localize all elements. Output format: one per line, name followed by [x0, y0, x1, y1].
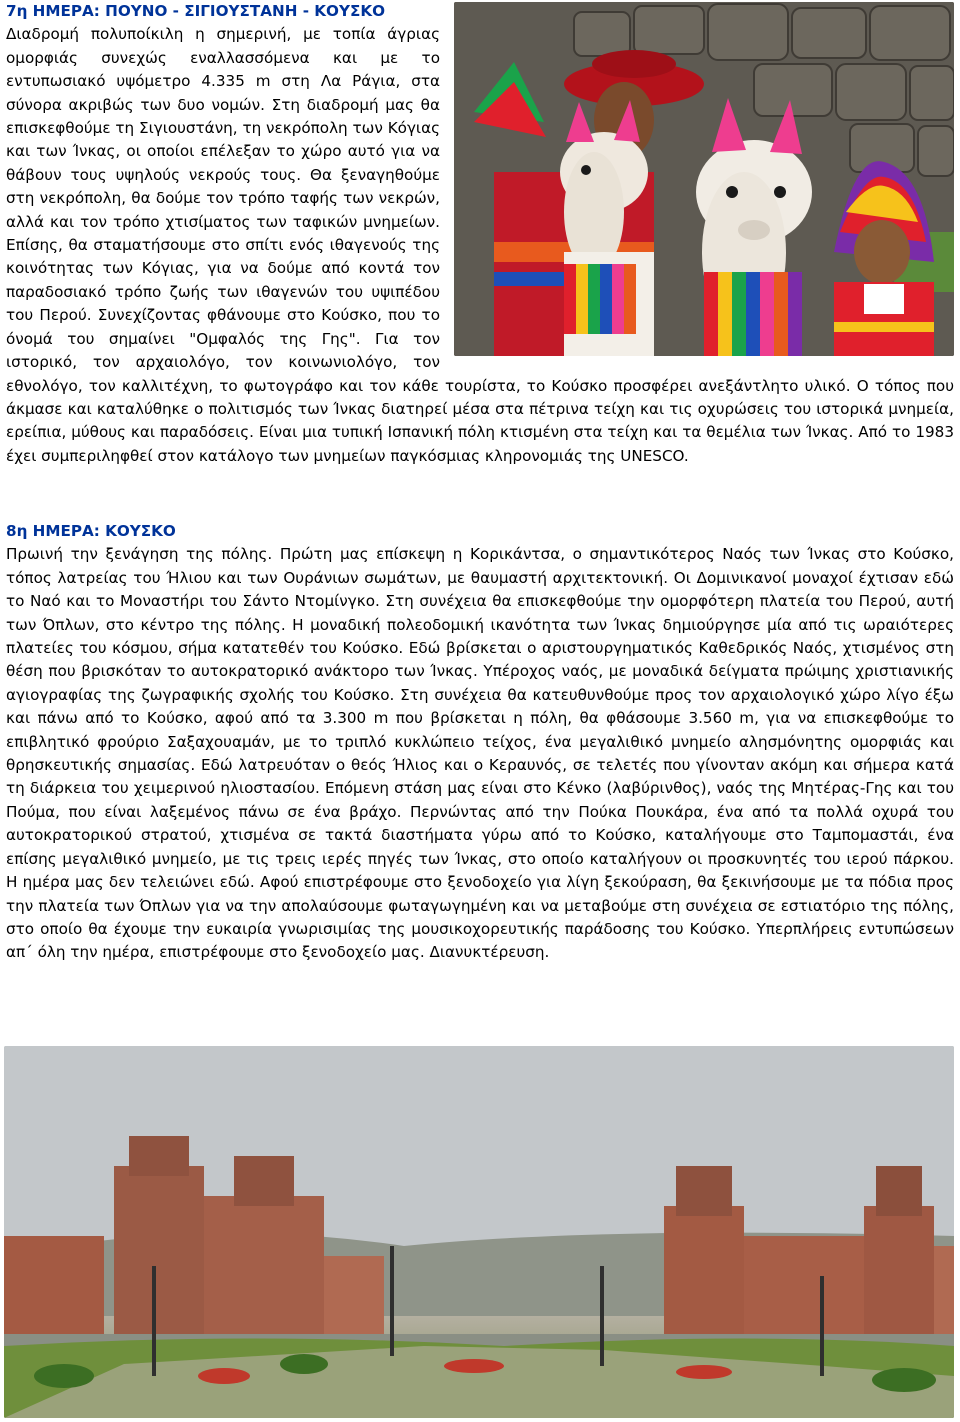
day8-section	[6, 520, 954, 965]
day7-section	[6, 0, 954, 468]
llamas-illustration	[454, 2, 954, 356]
llamas-photo	[454, 2, 954, 356]
day7-title: 7η ΗΜΕΡΑ: ΠΟΥΝΟ - ΣΙΓΙΟΥΣΤΑΝΗ - ΚΟΥΣΚΟ	[6, 2, 386, 20]
day7-text: Διαδρομή πολυποίκιλη η σημερινή, με τοπία άγριας ομορφιάς συνεχώς εναλλασσόμενα και με το εντυπωσιακό υψόμετρο 4.335 m στη Λα Ράγια, στα σύνορα ακριβώς των δυο νομών. Στη διαδρομή μας θα επισκεφθούμε τη Σιγιουστάνη, τη νεκρόπολη των Κόγιας και των Ίνκας, οι οποίοι επέλεξαν το χώρο αυτό για να θάβουν τους υψηλούς νεκρούς τους. Θα ξεναγηθούμε στη νεκρόπολη, θα δούμε τον τρόπο ταφής των νεκρών, αλλά και τον τρόπο χτισίματος των ταφικών μνημείων. Επίσης, θα σταματήσουμε στο σπίτι ενός ιθαγενούς της κοινότητας των Κόγιας, για να δούμε από κοντά τον παραδοσιακό τρόπο ζωής των ιθαγενών του υψιπέδου του Περού. Συνεχίζοντας φθάνουμε στο Κούσκο, που το όνομά του σημαίνει "Ομφαλός της Γης". Για τον ιστορικό, τον αρχαιολόγο, τον κοινωνιολόγο, τον εθνολόγο, τον καλλιτέχνη, το φωτογράφο και τον κάθε τουρίστα, το Κούσκο προσφέρει ανεξάντλητο υλικό. Ο τόπος που άκμασε και καταλύθηκε ο πολιτισμός των Ίνκας διατηρεί μέσα στα πέτρινα τείχη και τις οχυρώσεις του ιστορικά μνημεία, ερείπια, μύθους και παραδόσεις. Είναι μια τυπική Ισπανική πόλη κτισμένη στα τείχη και τα θεμέλια των Ίνκας. Από το 1983 έχει συμπεριληφθεί στον κατάλογο των μνημείων παγκόσμιας κληρονομιάς της UNESCO.	[6, 25, 954, 465]
day8-text: Πρωινή την ξενάγηση της πόλης. Πρώτη μας επίσκεψη η Κορικάντσα, ο σημαντικότερος Ναός των Ίνκας στο Κούσκο, τόπος λατρείας του Ήλιου και των Ουράνιων σωμάτων, με θαυμαστή αρχιτεκτονική. Οι Δομινικανοί μοναχοί έχτισαν εδώ το Ναό και το Μοναστήρι του Σάντο Ντομίνγκο. Στη συνέχεια θα επισκεφθούμε την ομορφότερη πλατεία του Περού, αυτή των Όπλων, στο κέντρο της πόλης. Η μοναδική πολεοδομική ικανότητα των Ίνκας δημιούργησε μία από τις ωραιότερες πλατείες του κόσμου, σήμα κατατεθέν του Κούσκο. Εδώ βρίσκεται ο αριστουργηματικός Καθεδρικός Ναός, χτισμένος στη θέση που βρισκόταν το αυτοκρατορικό ανάκτορο των Ίνκας. Υπέροχος ναός, με μοναδικά δείγματα πρώιμης χριστιανικής αγιογραφίας της ζωγραφικής σχολής του Κούσκο. Στη συνέχεια θα κατευθυνθούμε προς τον αρχαιολογικό χώρο λίγο έξω και πάνω από το Κούσκο, αφού από τα 3.300 m που βρίσκεται η πόλη, θα φθάσουμε 3.560 m, για να επισκεφθούμε το επιβλητικό φρούριο Σαξαχουαμάν, με το τριπλό κυκλώπειο τείχος, ένα μεγαλιθικό μνημείο αλησμόνητης ομορφιάς και θρησκευτικής σημασίας. Εδώ λατρευόταν ο θεός Ήλιος και ο Κεραυνός, σε τελετές που γίνονταν ακόμη και σήμερα κατά τη διάρκεια του χειμερινού ηλιοστασίου. Επόμενη στάση μας είναι στο Κένκο (λαβύρινθος), ναός της Μητέρας-Γης και του Πούμα, που είναι λαξεμένος πάνω σε ένα βράχο. Περνώντας από την Πούκα Πουκάρα, ένα από τα πολλά οχυρά του αυτοκρατορικού στρατού, χτισμένα σε τακτά διαστήματα γύρω από το Κούσκο, καταλήγουμε στο Ταμπομαστάι, ένα επίσης μεγαλιθικό μνημείο, με τις τρεις ιερές πηγές των Ίνκας, στο οποίο καταλήγουν οι προσκυνητές του ιερού πάρκου. Η ημέρα μας δεν τελειώνει εδώ. Αφού επιστρέφουμε στο ξενοδοχείο για λίγη ξεκούραση, θα ξεκινήσουμε με τα πόδια προς την πλατεία των Όπλων για να την απολαύσουμε φωταγωγημένη και να μεταβούμε στη συνέχεια σε εστιατόριο της πόλης, στο οποίο θα έχουμε την ευκαιρία γνωρισιμίας της μουσικοχορευτικής παράδοσης του Κούσκο. Υπερπλήρεις εντυπώσεων απ΄ όλη την ημέρα, επιστρέφουμε στο ξενοδοχείο μας. Διανυκτέρευση.	[6, 545, 954, 962]
plaza-illustration	[4, 1046, 954, 1418]
plaza-de-armas-photo	[4, 1046, 954, 1418]
day8-title: 8η ΗΜΕΡΑ: ΚΟΥΣΚΟ	[6, 522, 176, 540]
